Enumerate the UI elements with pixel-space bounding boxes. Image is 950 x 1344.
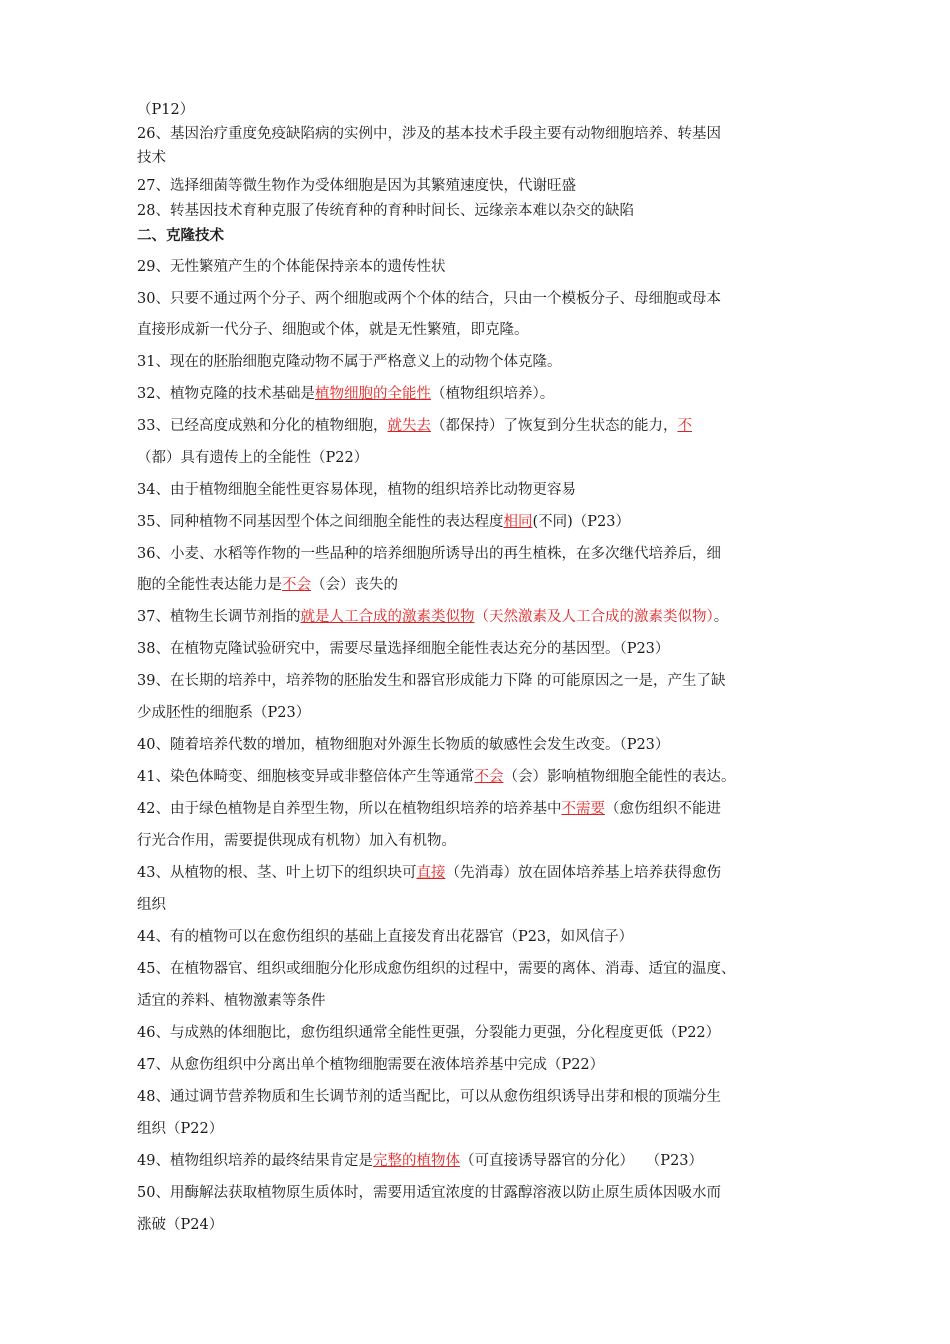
item-40: 40、随着培养代数的增加，植物细胞对外源生长物质的敏感性会发生改变。（P23） — [137, 737, 670, 753]
text: 41、染色体畸变、细胞核变异或非整倍体产生等通常 — [137, 769, 475, 785]
red-text: （天然激素及人工合成的激素类似物） — [474, 609, 714, 625]
item-33 — [137, 416, 692, 436]
text: 35、同种植物不同基因型个体之间细胞全能性的表达程度 — [137, 514, 504, 530]
item-37 — [137, 607, 728, 627]
item-45: 45、在植物器官、组织或细胞分化形成愈伤组织的过程中，需要的离体、消毒、适宜的温度、 — [137, 961, 736, 977]
text: 。 — [713, 609, 729, 625]
text: （都保持）了恢复到分生状态的能力， — [430, 418, 678, 434]
text: 49、植物组织培养的最终结果肯定是 — [137, 1153, 373, 1169]
highlight-text: 植物细胞的全能性 — [314, 386, 431, 402]
item-34: 34、由于植物细胞全能性更容易体现，植物的组织培养比动物更容易 — [137, 482, 576, 498]
item-38: 38、在植物克隆试验研究中，需要尽量选择细胞全能性表达充分的基因型。（P23） — [137, 641, 670, 657]
item-30-cont: 直接形成新一代分子、细胞或个体，就是无性繁殖，即克隆。 — [137, 322, 529, 338]
text: 胞的全能性表达能力是 — [137, 577, 282, 593]
item-36-cont — [137, 575, 398, 595]
text: （愈伤组织不能进 — [604, 801, 721, 817]
item-45-cont: 适宜的养料、植物激素等条件 — [137, 993, 326, 1009]
highlight-text: 不会 — [282, 577, 311, 593]
item-28: 28、转基因技术育种克服了传统育种的育种时间长、远缘亲本难以杂交的缺陷 — [137, 203, 634, 219]
highlight-text: 完整的植物体 — [372, 1153, 460, 1169]
text: （先消毒）放在固体培养基上培养获得愈伤 — [445, 865, 721, 881]
text: 37、植物生长调节剂指的 — [137, 609, 301, 625]
item-46: 46、与成熟的体细胞比，愈伤组织通常全能性更强，分裂能力更强，分化程度更低（P22） — [137, 1025, 721, 1041]
item-32 — [137, 384, 554, 404]
item-49 — [137, 1151, 703, 1171]
highlight-text: 就失去 — [387, 418, 431, 434]
highlight-text: 不会 — [474, 769, 504, 785]
item-42 — [137, 799, 721, 819]
item-48: 48、通过调节营养物质和生长调节剂的适当配比，可以从愈伤组织诱导出芽和根的顶端分生 — [137, 1089, 721, 1105]
item-41 — [137, 767, 735, 787]
highlight-text: 不 — [677, 418, 692, 434]
item-26: 26、基因治疗重度免疫缺陷病的实例中，涉及的基本技术手段主要有动物细胞培养、转基因 — [137, 126, 721, 142]
item-27: 27、选择细菌等微生物作为受体细胞是因为其繁殖速度快，代谢旺盛 — [137, 178, 576, 194]
text: 33、已经高度成熟和分化的植物细胞， — [137, 418, 388, 434]
item-43 — [137, 863, 721, 883]
text-line: （P12） — [137, 102, 195, 118]
item-50: 50、用酶解法获取植物原生质体时，需要用适宜浓度的甘露醇溶液以防止原生质体因吸水而 — [137, 1185, 721, 1201]
text: （可直接诱导器官的分化） （P23） — [459, 1153, 704, 1169]
item-39-cont: 少成胚性的细胞系（P23） — [137, 705, 311, 721]
item-29: 29、无性繁殖产生的个体能保持亲本的遗传性状 — [137, 259, 446, 275]
highlight-text: 不需要 — [561, 801, 605, 817]
text: （植物组织培养）。 — [430, 386, 555, 402]
highlight-text: 直接 — [416, 865, 446, 881]
item-42-cont: 行光合作用，需要提供现成有机物）加入有机物。 — [137, 833, 456, 849]
highlight-text: 相同 — [503, 514, 533, 530]
text: （会）影响植物细胞全能性的表达。 — [503, 769, 736, 785]
item-44: 44、有的植物可以在愈伤组织的基础上直接发育出花器官（P23，如风信子） — [137, 929, 634, 945]
text: （会）丧失的 — [311, 577, 398, 593]
item-36: 36、小麦、水稻等作物的一些品种的培养细胞所诱导出的再生植株，在多次继代培养后，细 — [137, 546, 721, 562]
item-26-cont: 技术 — [137, 150, 166, 166]
item-48-cont: 组织（P22） — [137, 1121, 224, 1137]
item-35 — [137, 512, 630, 532]
section-heading: 二、克隆技术 — [137, 228, 224, 244]
item-47: 47、从愈伤组织中分离出单个植物细胞需要在液体培养基中完成（P22） — [137, 1057, 605, 1073]
item-33-cont: （都）具有遗传上的全能性（P22） — [137, 450, 369, 466]
item-43-cont: 组织 — [137, 897, 166, 913]
text: 32、植物克隆的技术基础是 — [137, 386, 315, 402]
text: 42、由于绿色植物是自养型生物，所以在植物组织培养的培养基中 — [137, 801, 562, 817]
text: (不同)（P23） — [532, 514, 630, 530]
item-31: 31、现在的胚胎细胞克隆动物不属于严格意义上的动物个体克隆。 — [137, 354, 562, 370]
item-39: 39、在长期的培养中，培养物的胚胎发生和器官形成能力下降 的可能原因之一是，产生了缺 — [137, 673, 726, 689]
highlight-text: 就是人工合成的激素类似物 — [300, 609, 475, 625]
item-50-cont: 涨破（P24） — [137, 1217, 224, 1233]
text: 43、从植物的根、茎、叶上切下的组织块可 — [137, 865, 417, 881]
item-30: 30、只要不通过两个分子、两个细胞或两个个体的结合，只由一个模板分子、母细胞或母本 — [137, 291, 721, 307]
